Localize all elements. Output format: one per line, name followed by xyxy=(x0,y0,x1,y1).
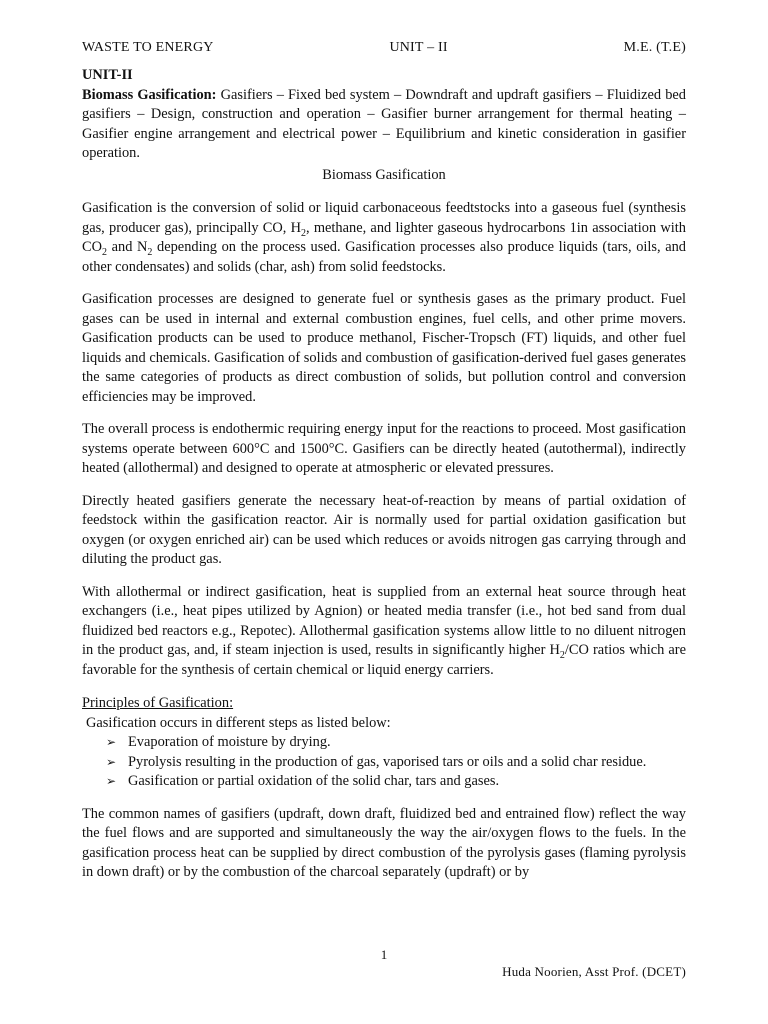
paragraph-direct-heating: Directly heated gasifiers generate the necessary heat-of-reaction by means of partial oxidation of feedstock within the gasification reactor. Air is normally used for partial oxidation gasification but oxygen (or oxygen enriched air) can be used which reduces or avoids nitrogen gas carrying through and diluting the product gas. xyxy=(82,492,686,567)
syllabus-paragraph xyxy=(82,86,686,164)
para5-text-a: With allothermal or indirect gasification, heat is supplied from an external heat source through heat exchangers (i.e., heat pipes utilized by Agnion) or heated media transfer (i.e., hot bed sand from dual fluidized bed reactors e.g., Repotec). Allothermal gasification systems allow little to no diluent nitrogen in the product gas, and, if steam injection is used, results in significantly higher H xyxy=(82,583,686,658)
para5-text-b: /CO ratios which are favorable for the synthesis of certain chemical or liquid energy carriers. xyxy=(82,642,686,678)
arrow-bullet-icon: ➢ xyxy=(106,774,117,788)
paragraph-process: The overall process is endothermic requiring energy input for the reactions to proceed. Most gasification systems operate between 600°C and 1500°C. Gasifiers can be directly heated (autothermal), indirectly heated (allothermal) and designed to operate at atmospheric or elevated pressures. xyxy=(82,421,686,476)
list-item xyxy=(106,753,686,773)
principles-list xyxy=(82,733,686,792)
para1-sub-h2: 2 xyxy=(301,227,307,239)
syllabus-text: Gasifiers – Fixed bed system – Downdraft and updraft gasifiers – Fluidized bed gasifiers – Design, construction and operation – Gasifier burner arrangement for thermal heating – Gasifier engine arrangement and electrical power – Equilibrium and kinetic consideration in gasifier operation. xyxy=(82,86,686,161)
para1-text-a: Gasification is the conversion of solid or liquid carbonaceous feedtstocks into a gaseous fuel (synthesis gas, producer gas), principally CO, H xyxy=(82,200,686,236)
list-item-text: Gasification or partial oxidation of the solid char, tars and gases. xyxy=(128,773,500,789)
header-unit: UNIT – II xyxy=(389,40,448,55)
footer-author: Huda Noorien, Asst Prof. (DCET) xyxy=(502,964,686,979)
list-item-text: Pyrolysis resulting in the production of gas, vaporised tars or oils and a solid char residue. xyxy=(128,753,647,770)
page-number: 1 xyxy=(380,947,388,962)
principles-intro: Gasification occurs in different steps as listed below: xyxy=(86,714,391,731)
list-item xyxy=(106,772,686,792)
list-item xyxy=(106,733,686,753)
arrow-bullet-icon: ➢ xyxy=(106,754,117,769)
syllabus-lead: Biomass Gasification: xyxy=(82,86,217,103)
paragraph-definition xyxy=(82,199,686,277)
header-course-title: WASTE TO ENERGY xyxy=(82,40,214,55)
paragraph-products: Gasification processes are designed to generate fuel or synthesis gases as the primary product. Fuel gases can be used in internal and external combustion engines, fuel cells, and other prime movers. Gasification products can be used to produce methanol, Fischer-Tropsch (FT) liquids, and other fuel liquids and chemicals. Gasification of solids and combustion of gasification-derived fuel gases generates the same categories of products as direct combustion of solids, but pollution control and conversion efficiencies may be improved. xyxy=(82,291,686,405)
paragraph-gasifier-types: The common names of gasifiers (updraft, down draft, fluidized bed and entrained flow) reflect the way the fuel flows and are supported and simultaneously the way the air/oxygen flows to the fuels. In the gasification process heat can be supplied by direct combustion of the pyrolysis gases (flaming pyrolysis in down draft) or by the combustion of the charcoal separately (updraft) or by xyxy=(82,805,686,880)
principles-heading: Principles of Gasification: xyxy=(82,695,234,711)
para1-text-c: and N xyxy=(107,239,148,255)
page-header xyxy=(82,40,686,56)
para1-sub-co2: 2 xyxy=(102,246,107,258)
unit-label: UNIT-II xyxy=(82,67,133,83)
page-body xyxy=(82,66,686,883)
arrow-bullet-icon: ➢ xyxy=(106,735,117,749)
list-item-text: Evaporation of moisture by drying. xyxy=(128,734,331,750)
para5-sub-h2: 2 xyxy=(559,649,565,661)
para1-text-b: , methane, and lighter gaseous hydrocarbons 1in association with CO xyxy=(82,219,686,255)
section-title: Biomass Gasification xyxy=(322,166,446,183)
paragraph-allothermal xyxy=(82,583,686,681)
para1-sub-n2: 2 xyxy=(147,246,153,258)
header-program: M.E. (T.E) xyxy=(623,40,686,55)
para1-text-d: depending on the process used. Gasification processes also produce liquids (tars, oils, and other condensates) and solids (char, ash) from solid feedstocks. xyxy=(82,239,686,275)
